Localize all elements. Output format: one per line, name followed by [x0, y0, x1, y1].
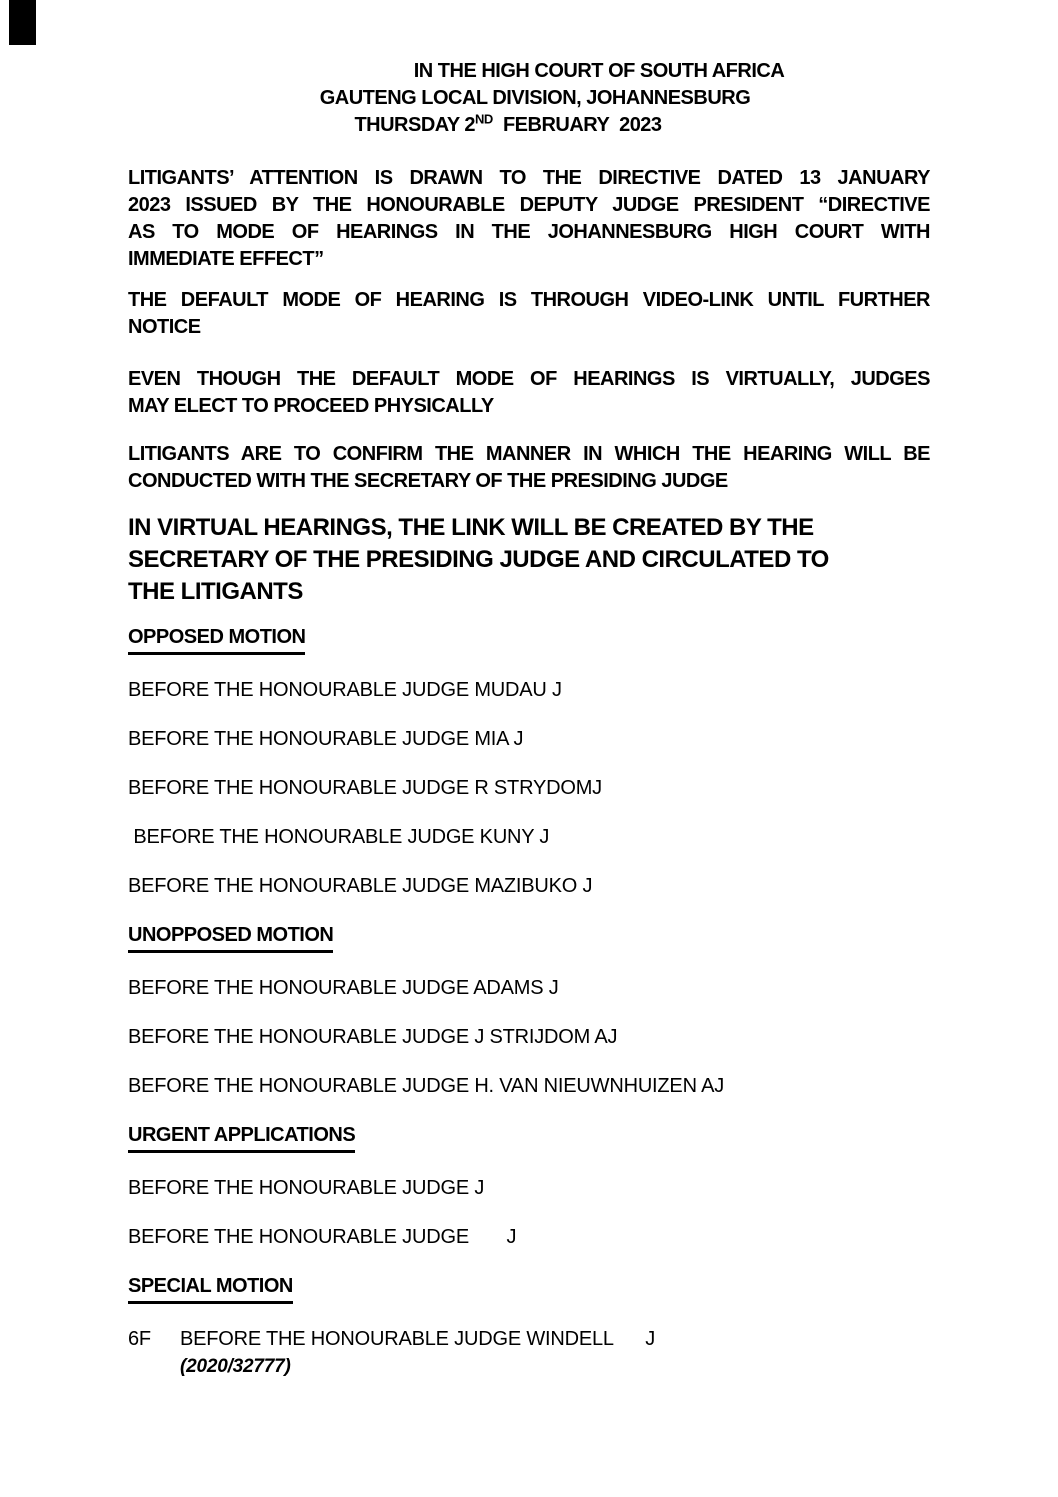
scan-corner-artifact	[9, 0, 36, 45]
judge-entry: BEFORE THE HONOURABLE JUDGE J STRIJDOM AJ	[128, 1026, 618, 1048]
notice-virtual-link	[128, 512, 930, 608]
judge-entry: BEFORE THE HONOURABLE JUDGE R STRYDOMJ	[128, 777, 602, 799]
judge-entry: BEFORE THE HONOURABLE JUDGE KUNY J	[128, 826, 550, 848]
date-day: THURSDAY 2	[354, 114, 476, 136]
section-heading-unopposed-motion	[128, 922, 930, 953]
case-item-number: 6F	[128, 1328, 151, 1350]
notice-line: LITIGANTS ARE TO CONFIRM THE MANNER IN WHICH THE HEARING WILL BE	[128, 443, 930, 465]
judge-entry: BEFORE THE HONOURABLE JUDGE WINDELL J	[180, 1328, 656, 1350]
section-heading-text: UNOPPOSED MOTION	[128, 922, 333, 953]
section-heading-urgent-applications	[128, 1122, 930, 1153]
notice-default-mode	[128, 287, 930, 341]
court-name: IN THE HIGH COURT OF SOUTH AFRICA	[413, 60, 785, 82]
notice-judges-elect	[128, 366, 930, 420]
section-heading-opposed-motion	[128, 624, 930, 655]
notice-line: AS TO MODE OF HEARINGS IN THE JOHANNESBURG HIGH COURT WITH	[128, 221, 930, 243]
notice-line: NOTICE	[128, 316, 201, 338]
notice-line: 2023 ISSUED BY THE HONOURABLE DEPUTY JUDGE PRESIDENT “DIRECTIVE	[128, 194, 930, 216]
judge-entry: BEFORE THE HONOURABLE JUDGE J	[128, 1226, 517, 1248]
notice-line: IN VIRTUAL HEARINGS, THE LINK WILL BE CREATED BY THE	[128, 514, 814, 541]
judge-entry: BEFORE THE HONOURABLE JUDGE MIA J	[128, 728, 524, 750]
judge-entry: BEFORE THE HONOURABLE JUDGE MAZIBUKO J	[128, 875, 593, 897]
notice-confirm-manner	[128, 441, 930, 495]
notice-line: EVEN THOUGH THE DEFAULT MODE OF HEARINGS IS VIRTUALLY, JUDGES	[128, 368, 930, 390]
notice-line: THE LITIGANTS	[128, 578, 303, 605]
judge-entry: BEFORE THE HONOURABLE JUDGE ADAMS J	[128, 977, 559, 999]
judge-entry: BEFORE THE HONOURABLE JUDGE J	[128, 1177, 485, 1199]
notice-line: MAY ELECT TO PROCEED PHYSICALLY	[128, 395, 494, 417]
date-ordinal-suffix: ND	[475, 111, 493, 127]
division-name: GAUTENG LOCAL DIVISION, JOHANNESBURG	[319, 87, 751, 109]
case-number: (2020/32777)	[180, 1356, 291, 1377]
section-heading-text: SPECIAL MOTION	[128, 1273, 293, 1304]
section-heading-text: URGENT APPLICATIONS	[128, 1122, 355, 1153]
document-header	[128, 58, 930, 139]
notice-directive	[128, 165, 930, 273]
section-heading-special-motion	[128, 1273, 930, 1304]
judge-entry: BEFORE THE HONOURABLE JUDGE MUDAU J	[128, 679, 562, 701]
judge-entry: BEFORE THE HONOURABLE JUDGE H. VAN NIEUWNHUIZEN AJ	[128, 1075, 725, 1097]
date-rest: FEBRUARY 2023	[492, 114, 662, 136]
notice-line: SECRETARY OF THE PRESIDING JUDGE AND CIRCULATED TO	[128, 546, 829, 573]
notice-line: CONDUCTED WITH THE SECRETARY OF THE PRESIDING JUDGE	[128, 470, 728, 492]
notice-line: IMMEDIATE EFFECT”	[128, 248, 324, 270]
hearing-date	[107, 112, 909, 139]
special-motion-entry	[128, 1326, 930, 1353]
section-heading-text: OPPOSED MOTION	[128, 624, 305, 655]
notice-line: LITIGANTS’ ATTENTION IS DRAWN TO THE DIRECTIVE DATED 13 JANUARY	[128, 167, 930, 189]
notice-line: THE DEFAULT MODE OF HEARING IS THROUGH VIDEO-LINK UNTIL FURTHER	[128, 289, 930, 311]
